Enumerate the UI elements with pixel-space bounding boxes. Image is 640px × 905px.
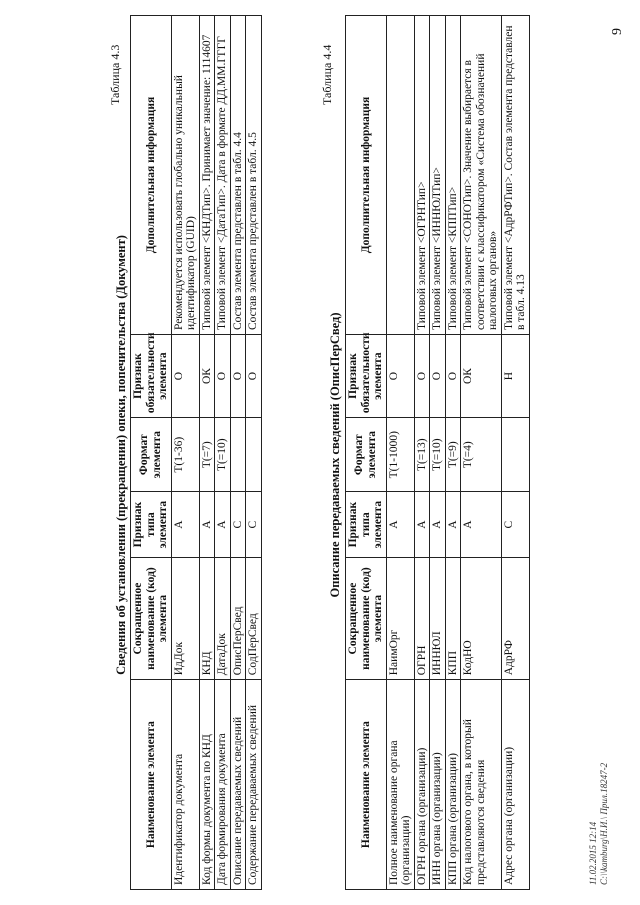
cell-name: Адрес органа (организации) [501,680,529,890]
cell-code: ОписПерСвед [230,557,246,679]
page-number: 9 [610,28,625,35]
cell-format [501,418,529,492]
table-row [230,16,246,890]
table-row [199,16,215,890]
cell-type: А [171,492,199,558]
cell-code: КПП [445,557,461,679]
table-4-3 [130,15,262,890]
cell-type: А [461,492,502,558]
cell-required: О [215,335,231,418]
cell-code: ИдДок [171,557,199,679]
table-4-4-label: Таблица 4.4 [320,44,334,105]
cell-required: О [230,335,246,418]
cell-code: КНД [199,557,215,679]
cell-info [386,16,414,335]
cell-info: Типовой элемент <ДатаТип>. Дата в формате ДД.ММ.ГГГГ [215,16,231,335]
header-cell: Признак типа элемента [346,492,387,558]
header-cell: Сокращенное наименование (код) элемента [346,557,387,679]
table-row [445,16,461,890]
cell-type: А [430,492,446,558]
cell-name: Код налогового органа, в который представляются сведения [461,680,502,890]
header-cell: Сокращенное наименование (код) элемента [131,557,172,679]
cell-format: T(1-1000) [386,418,414,492]
cell-required: О [171,335,199,418]
cell-info: Типовой элемент <СОНОТип>. Значение выбирается в соответствии с классификатором «Система обозначений налоговых органов» [461,16,502,335]
cell-name: КПП органа (организации) [445,680,461,890]
table-row [414,16,430,890]
cell-name: Идентификатор документа [171,680,199,890]
table-4-3-title: Сведения об установлении (прекращении) опеки, попечительства (Документ) [114,235,128,675]
cell-type: С [246,492,262,558]
header-cell: Дополнительная информация [131,16,172,335]
header-cell: Признак обязательности элемента [131,335,172,418]
table-4-4 [345,15,530,890]
cell-code: ОГРН [414,557,430,679]
table-row [461,16,502,890]
cell-format: T(=10) [215,418,231,492]
cell-code: КодНО [461,557,502,679]
cell-format: T(=10) [430,418,446,492]
cell-name: Код формы документа по КНД [199,680,215,890]
table-4-3-label: Таблица 4.3 [108,44,122,105]
cell-type: А [414,492,430,558]
table-row [246,16,262,890]
cell-format [246,418,262,492]
cell-code: НаимОрг [386,557,414,679]
cell-required: ОК [461,335,502,418]
file-stamp [588,763,610,885]
cell-code: ИННЮЛ [430,557,446,679]
cell-name: Дата формирования документа [215,680,231,890]
cell-required: О [445,335,461,418]
table-header-row [131,16,172,890]
cell-code: АдрРФ [501,557,529,679]
cell-required: Н [501,335,529,418]
header-cell: Дополнительная информация [346,16,387,335]
table-row [501,16,529,890]
stamp-line-path: С:\\kamburg\Н.И.\ Прил.18247-2 [599,762,609,885]
cell-required: О [386,335,414,418]
cell-format: T(=9) [445,418,461,492]
cell-required: О [414,335,430,418]
table-header-row [346,16,387,890]
cell-code: ДатаДок [215,557,231,679]
cell-info: Состав элемента представлен в табл. 4.5 [246,16,262,335]
cell-name: ОГРН органа (организации) [414,680,430,890]
header-cell: Формат элемента [346,418,387,492]
cell-info: Типовой элемент <КППТип> [445,16,461,335]
cell-type: А [386,492,414,558]
cell-info: Типовой элемент <ОГРНТип> [414,16,430,335]
cell-type: С [501,492,529,558]
header-cell: Признак типа элемента [131,492,172,558]
cell-format [230,418,246,492]
header-cell: Признак обязательности элемента [346,335,387,418]
cell-format: T(=7) [199,418,215,492]
cell-info: Состав элемента представлен в табл. 4.4 [230,16,246,335]
table-row [215,16,231,890]
cell-name: ИНН органа (организации) [430,680,446,890]
cell-type: А [215,492,231,558]
cell-type: А [199,492,215,558]
cell-info: Типовой элемент <ИННЮЛТип> [430,16,446,335]
table-row [386,16,414,890]
cell-name: Описание передаваемых сведений [230,680,246,890]
cell-format: T(1-36) [171,418,199,492]
cell-info: Типовой элемент <АдрРФТип>. Состав элемента представлен в табл. 4.13 [501,16,529,335]
cell-required: О [246,335,262,418]
cell-format: T(=4) [461,418,502,492]
cell-name: Полное наименование органа (организации) [386,680,414,890]
cell-info: Рекомендуется использовать глобально уникальный идентификатор (GUID) [171,16,199,335]
cell-type: С [230,492,246,558]
table-row [430,16,446,890]
header-cell: Наименование элемента [346,680,387,890]
cell-type: А [445,492,461,558]
cell-required: ОК [199,335,215,418]
header-cell: Наименование элемента [131,680,172,890]
cell-info: Типовой элемент <КНДТип>. Принимает значение: 1114607 [199,16,215,335]
table-row [171,16,199,890]
header-cell: Формат элемента [131,418,172,492]
cell-format: T(=13) [414,418,430,492]
stamp-line-date: 11.02.2015 12:14 [588,821,598,885]
cell-code: СодПерСвед [246,557,262,679]
table-4-4-title: Описание передаваемых сведений (ОписПерСвед) [328,312,342,598]
cell-name: Содержание передаваемых сведений [246,680,262,890]
cell-required: О [430,335,446,418]
